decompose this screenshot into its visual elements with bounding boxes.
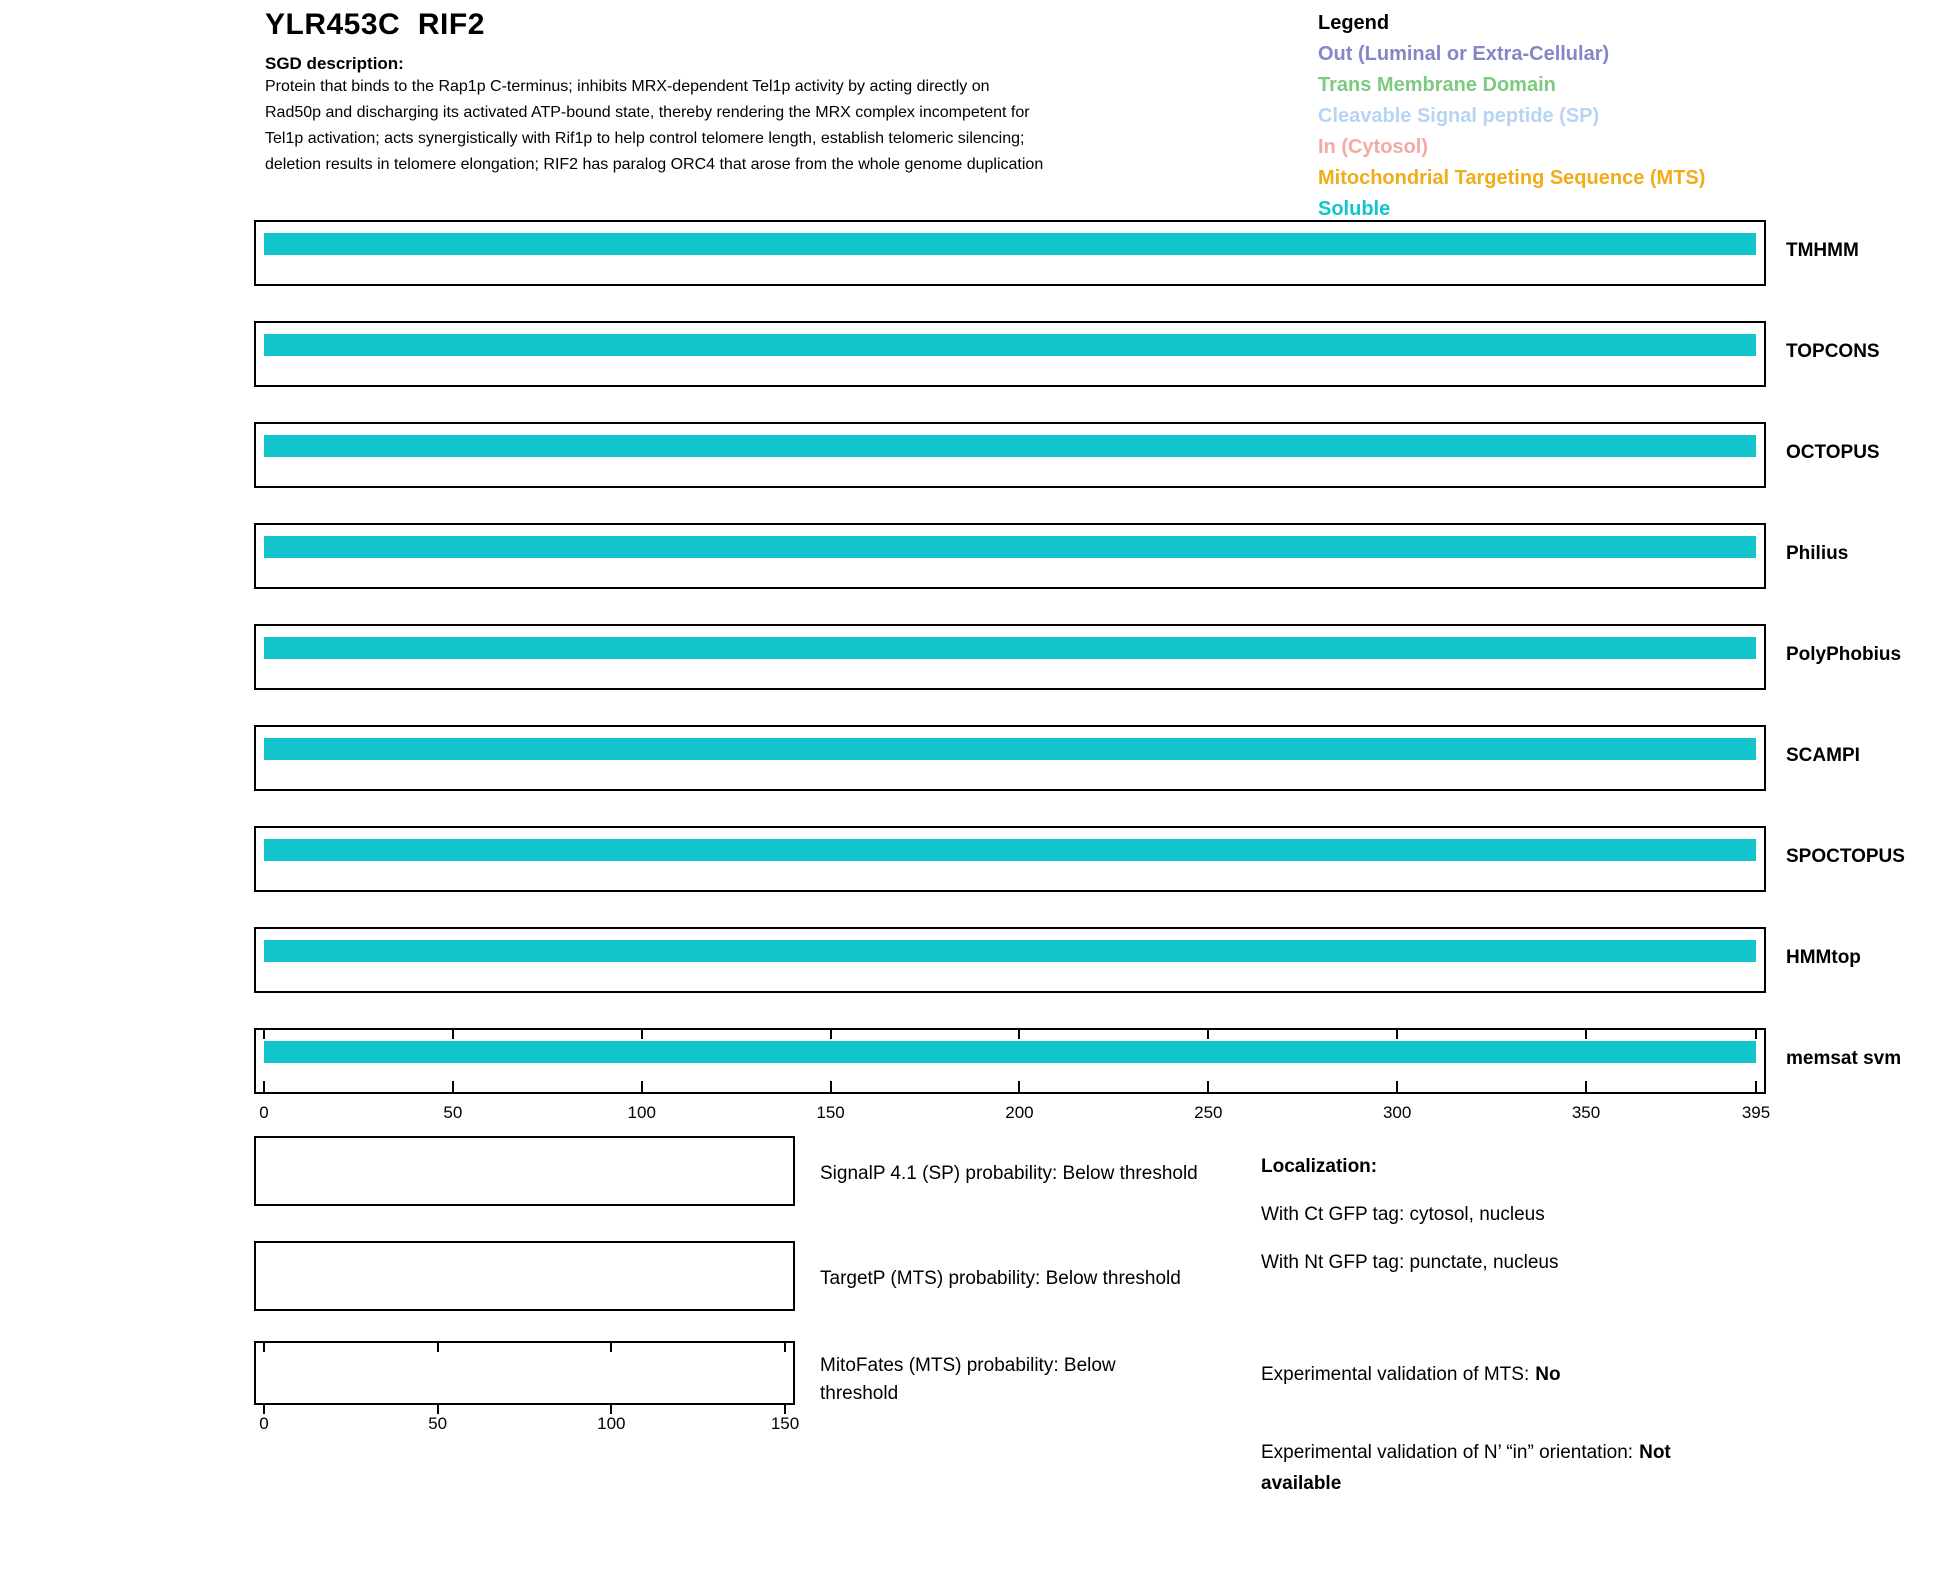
prediction-track-topcons (254, 321, 1880, 387)
mitofates-axis (259, 1414, 800, 1434)
axis-tick-label: 50 (443, 1103, 463, 1122)
track-label: SCAMPI (1786, 745, 1860, 766)
prediction-track-polyphobius (254, 624, 1902, 690)
track-plot-box (254, 826, 1766, 892)
localization-ct-gfp: With Ct GFP tag: cytosol, nucleus (1261, 1204, 1545, 1225)
prediction-track-tmhmm (254, 220, 1859, 286)
axis-tick (1755, 1081, 1757, 1092)
mts-validation-label: Experimental validation of MTS: (1261, 1364, 1530, 1385)
mts-validation-line (1261, 1359, 1561, 1390)
legend-item-signal-peptide: Cleavable Signal peptide (SP) (1318, 105, 1600, 127)
axis-tick (830, 1081, 832, 1092)
mitofates-plot-box (254, 1341, 795, 1405)
soluble-span-bar (264, 738, 1756, 760)
axis-tick-label: 395 (1741, 1103, 1771, 1122)
axis-tick (1018, 1081, 1020, 1092)
axis-tick (1396, 1030, 1398, 1039)
axis-tick (263, 1405, 265, 1414)
axis-tick (610, 1405, 612, 1414)
track-plot-box (254, 220, 1766, 286)
axis-tick-label: 50 (428, 1414, 448, 1433)
axis-tick-label: 150 (816, 1103, 845, 1122)
axis-tick (263, 1343, 265, 1352)
axis-tick (1585, 1081, 1587, 1092)
soluble-span-bar (264, 637, 1756, 659)
track-label: TOPCONS (1786, 341, 1880, 362)
axis-tick (452, 1081, 454, 1092)
axis-tick-label: 0 (259, 1414, 269, 1433)
prediction-track-hmmtop (254, 927, 1861, 993)
axis-tick (1018, 1030, 1020, 1039)
soluble-span-bar (264, 839, 1756, 861)
track-plot-box (254, 725, 1766, 791)
axis-tick-label: 250 (1194, 1103, 1223, 1122)
description-line: Rad50p and discharging its activated ATP-bound state, thereby rendering the MRX complex incompetent for (265, 104, 1030, 121)
track-plot-box (254, 1028, 1766, 1094)
axis-tick-label: 350 (1571, 1103, 1601, 1122)
track-label: TMHMM (1786, 240, 1859, 261)
prediction-track-octopus (254, 422, 1880, 488)
axis-tick-label: 100 (597, 1414, 626, 1433)
legend-item-mts: Mitochondrial Targeting Sequence (MTS) (1318, 167, 1706, 189)
axis-tick (437, 1405, 439, 1414)
prediction-track-spoctopus (254, 826, 1905, 892)
soluble-span-bar (264, 940, 1756, 962)
sgd-description-text (265, 74, 1043, 178)
axis-tick (1396, 1081, 1398, 1092)
signalp-label: SignalP 4.1 (SP) probability: Below threshold (820, 1163, 1198, 1184)
legend-title: Legend (1318, 12, 1390, 34)
prediction-track-memsat-svm (254, 1028, 1902, 1094)
axis-tick (830, 1030, 832, 1039)
axis-tick-label: 0 (259, 1103, 269, 1122)
track-plot-box (254, 927, 1766, 993)
soluble-span-bar (264, 1041, 1756, 1063)
description-line: Protein that binds to the Rap1p C-terminus; inhibits MRX-dependent Tel1p activity by acting directly on (265, 78, 990, 95)
legend (1318, 8, 1705, 225)
sgd-description-heading: SGD description: (265, 54, 404, 73)
track-label: SPOCTOPUS (1786, 846, 1905, 867)
targetp-plot-box (254, 1241, 795, 1311)
axis-tick (784, 1405, 786, 1414)
legend-item-in-cytosol: In (Cytosol) (1318, 136, 1428, 158)
axis-tick-label: 300 (1382, 1103, 1412, 1122)
prediction-track-scampi (254, 725, 1860, 791)
soluble-span-bar (264, 536, 1756, 558)
orientation-validation-value: Not available (1261, 1442, 1671, 1494)
axis-tick (1585, 1030, 1587, 1039)
axis-tick (610, 1343, 612, 1352)
axis-tick (263, 1081, 265, 1092)
axis-tick (452, 1030, 454, 1039)
axis-tick (641, 1030, 643, 1039)
axis-tick-label: 200 (1005, 1103, 1034, 1122)
track-label: memsat svm (1786, 1048, 1902, 1069)
residue-axis (259, 1103, 1771, 1123)
targetp-label: TargetP (MTS) probability: Below threshold (820, 1268, 1181, 1289)
mts-validation-value: No (1535, 1364, 1561, 1385)
localization-nt-gfp: With Nt GFP tag: punctate, nucleus (1261, 1252, 1559, 1273)
page-title: YLR453C RIF2 (265, 8, 485, 41)
localization-heading: Localization: (1261, 1156, 1378, 1177)
legend-item-transmembrane: Trans Membrane Domain (1318, 74, 1556, 96)
track-plot-box (254, 321, 1766, 387)
track-label: PolyPhobius (1786, 644, 1902, 665)
orientation-validation-label: Experimental validation of N’ “in” orientation: (1261, 1442, 1634, 1463)
track-plot-box (254, 523, 1766, 589)
prediction-track-philius (254, 523, 1849, 589)
soluble-span-bar (264, 334, 1756, 356)
track-label: OCTOPUS (1786, 442, 1880, 463)
track-plot-box (254, 422, 1766, 488)
description-line: deletion results in telomere elongation; RIF2 has paralog ORC4 that arose from the whole genome duplication (265, 156, 1044, 173)
axis-tick-label: 100 (627, 1103, 656, 1122)
soluble-span-bar (264, 435, 1756, 457)
axis-tick (1755, 1030, 1757, 1039)
axis-tick (1207, 1030, 1209, 1039)
axis-tick (784, 1343, 786, 1352)
description-line: Tel1p activation; acts synergistically with Rif1p to help control telomere length, establish telomeric silencing; (265, 130, 1025, 147)
legend-item-out: Out (Luminal or Extra-Cellular) (1318, 43, 1610, 65)
track-label: Philius (1786, 543, 1849, 564)
axis-tick (263, 1030, 265, 1039)
track-plot-box (254, 624, 1766, 690)
mitofates-label: MitoFates (MTS) probability: Below threshold (820, 1355, 1116, 1404)
axis-tick (641, 1081, 643, 1092)
soluble-span-bar (264, 233, 1756, 255)
track-label: HMMtop (1786, 947, 1861, 968)
axis-tick-label: 150 (770, 1414, 800, 1433)
legend-item-soluble: Soluble (1318, 198, 1391, 220)
axis-tick (1207, 1081, 1209, 1092)
orientation-validation-line (1261, 1437, 1751, 1499)
signalp-plot-box (254, 1136, 795, 1206)
axis-tick (437, 1343, 439, 1352)
